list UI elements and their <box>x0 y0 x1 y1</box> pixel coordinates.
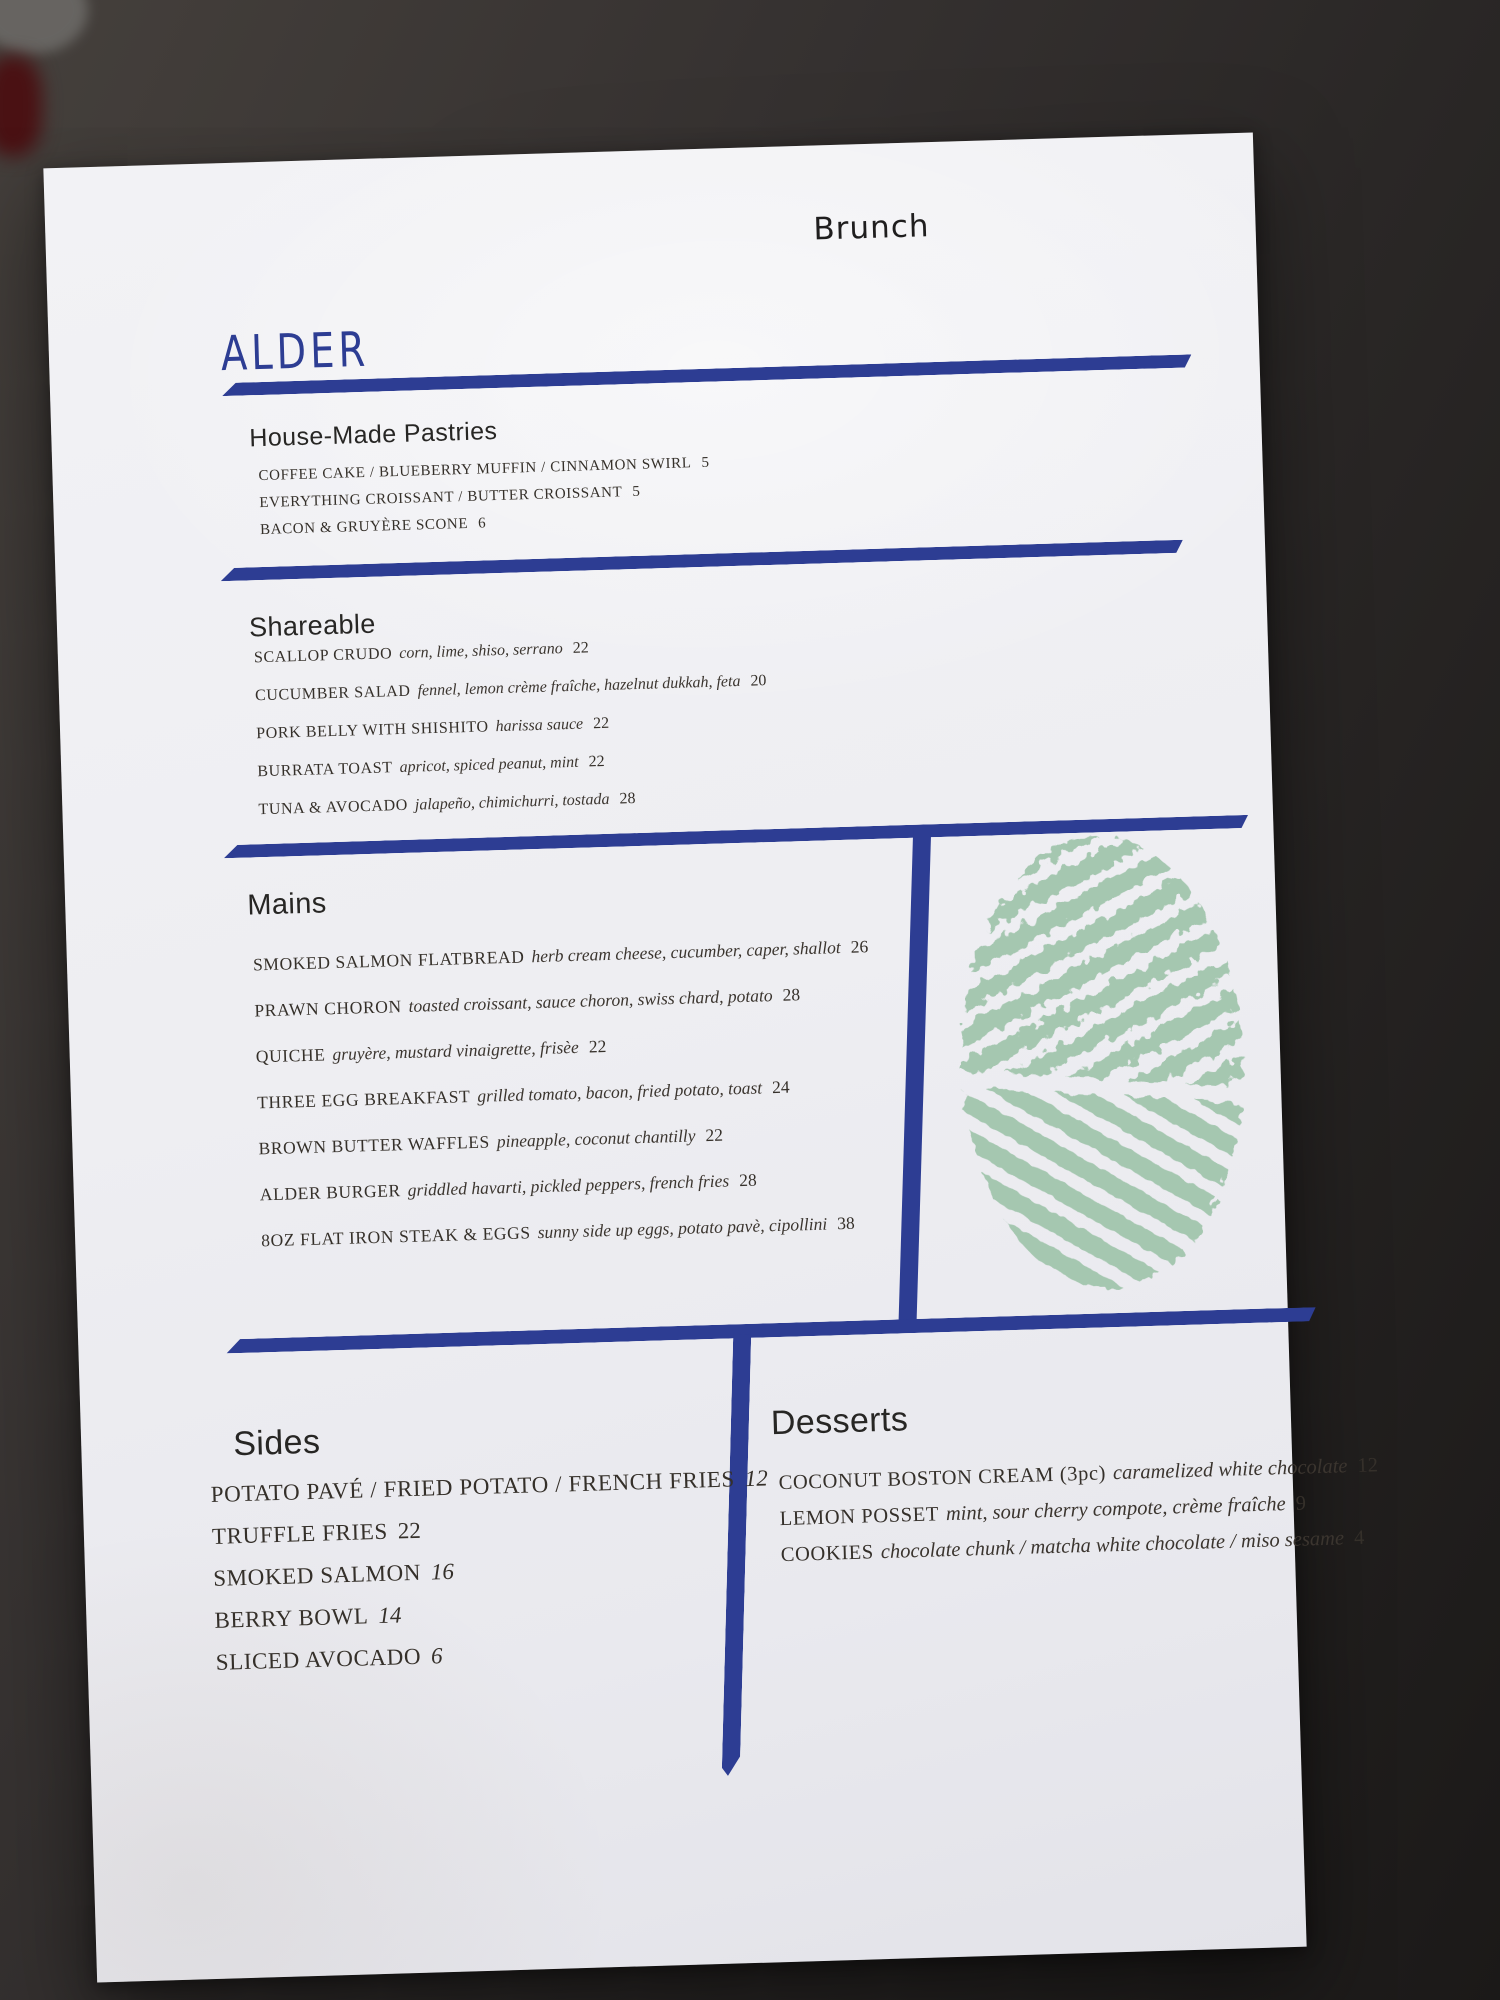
item-name: BROWN BUTTER WAFFLES <box>258 1131 491 1159</box>
menu-item <box>780 1526 1380 1567</box>
item-price: 9 <box>1295 1492 1307 1515</box>
vertical-divider-mains-leaf <box>898 826 931 1326</box>
item-description: harissa sauce <box>495 715 584 736</box>
item-name: BACON & GRUYÈRE SCONE <box>259 515 469 539</box>
item-description: toasted croissant, sauce choron, swiss chard, potato <box>408 985 773 1016</box>
item-name: BURRATA TOAST <box>257 759 393 781</box>
item-price: 5 <box>632 483 641 501</box>
item-price: 16 <box>430 1558 455 1585</box>
menu-paper <box>43 132 1379 1982</box>
section-items-shareable <box>254 634 771 839</box>
item-description: corn, lime, shiso, serrano <box>398 640 563 662</box>
item-description: pineapple, coconut chantilly <box>496 1125 696 1152</box>
item-price: 24 <box>771 1076 790 1098</box>
menu-item <box>779 1490 1379 1531</box>
item-price: 22 <box>588 752 605 771</box>
menu-item <box>256 710 768 743</box>
item-name: COOKIES <box>780 1541 875 1567</box>
blurred-object-red <box>0 56 42 156</box>
item-name: POTATO PAVÉ / FRIED POTATO / FRENCH FRIES <box>210 1466 736 1507</box>
menu-item <box>260 1166 876 1205</box>
menu-item <box>258 1120 874 1159</box>
item-name: THREE EGG BREAKFAST <box>256 1086 471 1113</box>
item-price: 28 <box>782 984 801 1005</box>
section-items-pastries <box>258 455 711 549</box>
menu-item <box>253 936 869 975</box>
item-price: 14 <box>378 1602 402 1629</box>
item-price: 6 <box>430 1643 443 1669</box>
menu-item <box>258 455 709 485</box>
divider-rule-bottom <box>226 1307 1316 1353</box>
item-name: COCONUT BOSTON CREAM (3pc) <box>778 1462 1107 1495</box>
restaurant-logo: ALDER <box>220 321 370 383</box>
item-price: 4 <box>1353 1526 1365 1550</box>
item-price: 26 <box>850 936 869 957</box>
section-items-sides <box>210 1465 773 1691</box>
item-name: EVERYTHING CROISSANT / BUTTER CROISSANT <box>259 484 623 512</box>
menu-title: Brunch <box>812 208 930 248</box>
section-title-shareable: Shareable <box>248 608 377 643</box>
item-price: 12 <box>1357 1454 1379 1477</box>
item-name: ALDER BURGER <box>259 1180 402 1205</box>
item-price: 20 <box>750 672 767 690</box>
item-description: jalapeño, chimichurri, tostada <box>414 790 610 814</box>
section-items-desserts <box>778 1454 1380 1580</box>
item-name: SMOKED SALMON <box>212 1559 422 1591</box>
menu-item <box>261 1212 877 1251</box>
item-description: herb cream cheese, cucumber, caper, shallot <box>531 937 841 967</box>
menu-item <box>260 509 711 539</box>
menu-item <box>210 1465 768 1508</box>
leaf-illustration <box>948 827 1257 1304</box>
item-name: COFFEE CAKE / BLUEBERRY MUFFIN / CINNAMON SWIRL <box>258 455 692 485</box>
item-name: SMOKED SALMON FLATBREAD <box>252 946 525 975</box>
item-price: 38 <box>836 1212 855 1234</box>
item-name: SLICED AVOCADO <box>215 1643 422 1675</box>
blurred-object-lid <box>0 0 88 54</box>
menu-item <box>257 1074 873 1113</box>
item-price: 22 <box>588 1036 607 1057</box>
item-name: SCALLOP CRUDO <box>253 645 393 667</box>
section-title-mains: Mains <box>246 887 328 922</box>
item-name: BERRY BOWL <box>214 1603 369 1633</box>
item-name: 8OZ FLAT IRON STEAK & EGGS <box>260 1222 531 1251</box>
item-description: sunny side up eggs, potato pavè, cipollini <box>537 1213 828 1243</box>
item-name: TUNA & AVOCADO <box>258 796 409 819</box>
menu-item <box>778 1454 1378 1495</box>
item-price: 22 <box>572 639 589 657</box>
item-name: TRUFFLE FRIES <box>211 1518 389 1549</box>
item-description: mint, sour cherry compote, crème fraîche <box>945 1493 1286 1526</box>
menu-item <box>215 1633 773 1676</box>
item-name: CUCUMBER SALAD <box>254 682 411 705</box>
menu-item <box>255 672 767 705</box>
item-name: QUICHE <box>255 1044 326 1067</box>
menu-item <box>257 748 769 781</box>
menu-item <box>213 1549 771 1592</box>
menu-item <box>255 1028 871 1067</box>
item-name: LEMON POSSET <box>779 1503 940 1531</box>
item-price: 28 <box>619 790 636 808</box>
item-name: PRAWN CHORON <box>254 996 402 1021</box>
menu-item <box>254 982 870 1021</box>
item-price: 5 <box>701 454 710 471</box>
item-description: fennel, lemon crème fraîche, hazelnut dukkah, feta <box>417 672 741 700</box>
item-price: 22 <box>397 1517 422 1544</box>
item-price: 22 <box>592 714 610 733</box>
menu-item <box>259 482 710 512</box>
section-items-mains <box>253 936 878 1276</box>
menu-item <box>258 786 770 819</box>
item-price: 22 <box>705 1124 724 1146</box>
menu-item <box>214 1591 772 1634</box>
section-title-desserts: Desserts <box>770 1400 909 1443</box>
item-price: 28 <box>738 1169 757 1191</box>
item-description: caramelized white chocolate <box>1112 1455 1348 1485</box>
item-price: 12 <box>744 1465 769 1492</box>
item-description: gruyère, mustard vinaigrette, frisèe <box>332 1036 580 1065</box>
item-description: griddled havarti, pickled peppers, french fries <box>407 1170 730 1200</box>
item-name: PORK BELLY WITH SHISHITO <box>255 718 489 743</box>
item-description: apricot, spiced peanut, mint <box>399 753 579 777</box>
menu-item <box>212 1507 770 1550</box>
item-description: grilled tomato, bacon, fried potato, toast <box>477 1077 763 1106</box>
item-price: 6 <box>477 515 486 532</box>
section-title-sides: Sides <box>232 1422 321 1464</box>
section-title-pastries: House-Made Pastries <box>249 417 498 453</box>
item-description: chocolate chunk / matcha white chocolate / miso sesame <box>880 1527 1345 1564</box>
